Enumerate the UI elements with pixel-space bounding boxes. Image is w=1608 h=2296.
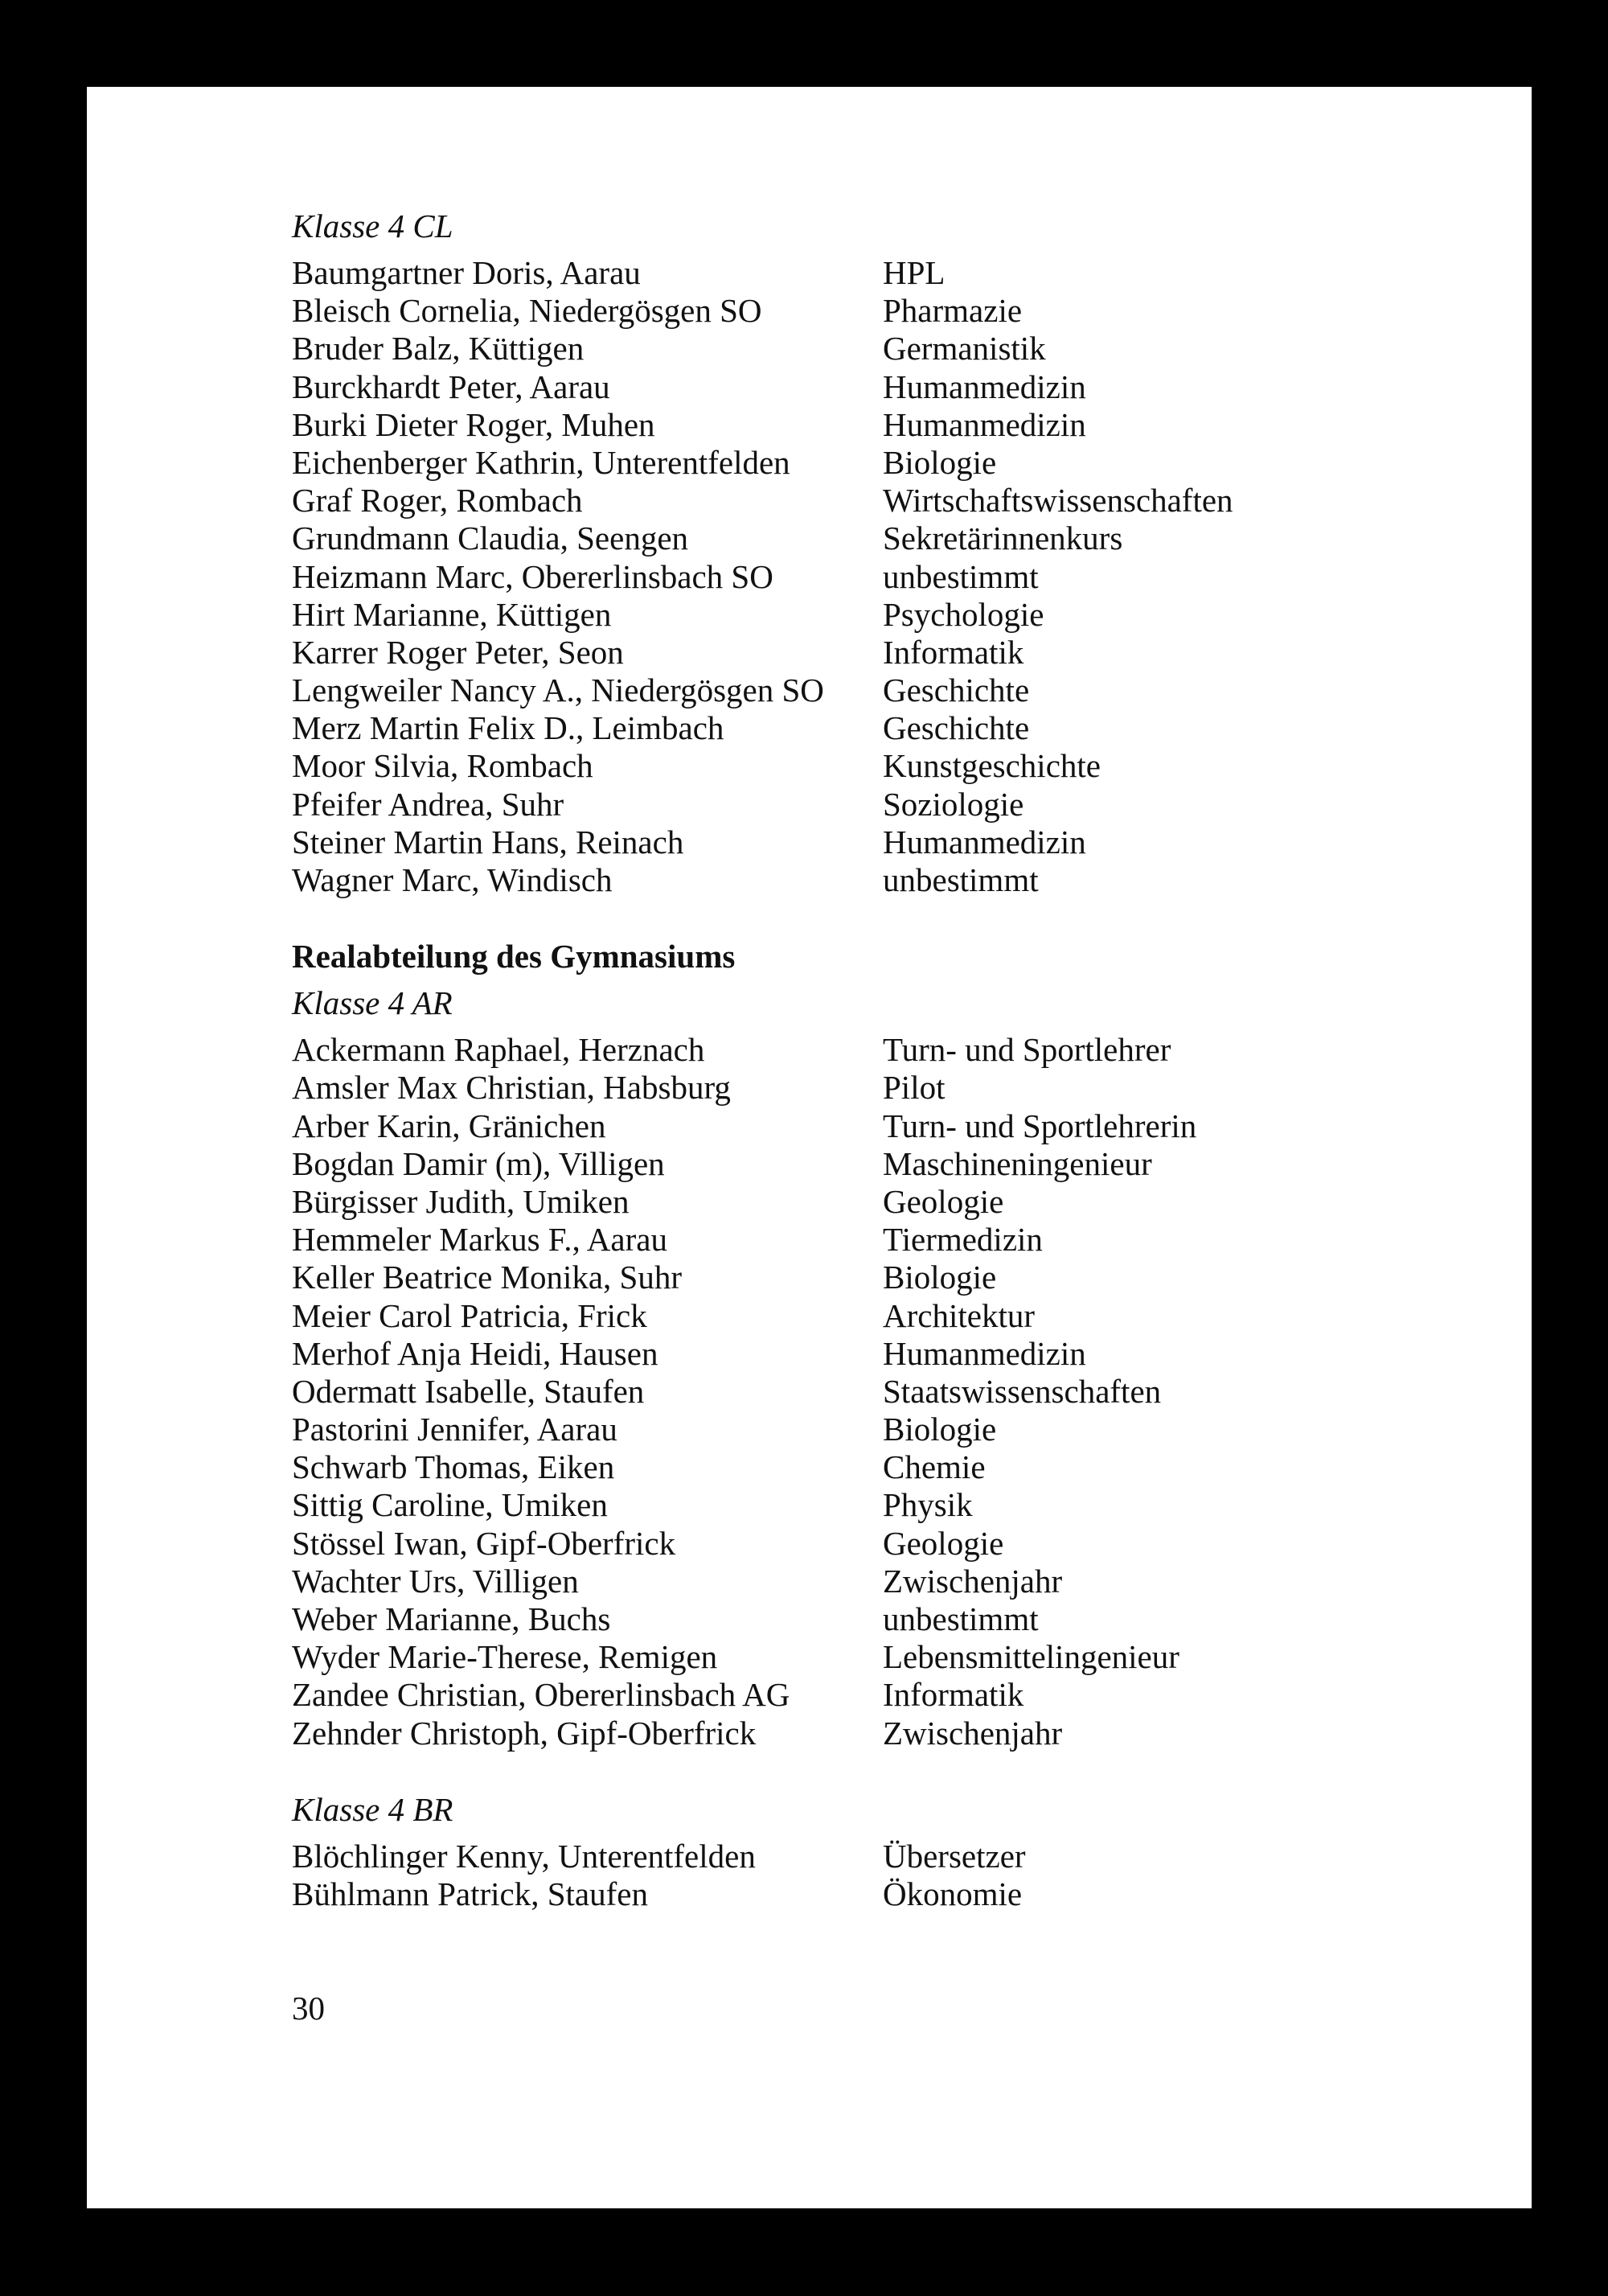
class-4br-heading: Klasse 4 BR	[292, 1790, 453, 1828]
student-subject: Pilot	[883, 1069, 946, 1107]
class-4br-list	[292, 1838, 1434, 1913]
list-item	[292, 861, 1434, 899]
student-name: Hirt Marianne, Küttigen	[292, 595, 612, 633]
list-item	[292, 444, 1434, 482]
student-name: Merz Martin Felix D., Leimbach	[292, 709, 724, 747]
student-subject: Wirtschaftswissenschaften	[883, 482, 1233, 520]
student-subject: Staatswissenschaften	[883, 1372, 1162, 1410]
list-item	[292, 1145, 1434, 1183]
student-name: Bühlmann Patrick, Staufen	[292, 1875, 648, 1912]
student-name: Moor Silvia, Rombach	[292, 747, 593, 785]
list-item	[292, 709, 1434, 747]
student-subject: Physik	[883, 1486, 973, 1524]
student-name: Stössel Iwan, Gipf-Oberfrick	[292, 1524, 676, 1562]
student-subject: Turn- und Sportlehrer	[883, 1031, 1171, 1069]
list-item	[292, 1183, 1434, 1221]
class-4cl-list	[292, 254, 1434, 899]
student-name: Meier Carol Patricia, Frick	[292, 1296, 647, 1334]
student-name: Eichenberger Kathrin, Unterentfelden	[292, 443, 790, 481]
student-name: Bürgisser Judith, Umiken	[292, 1182, 630, 1220]
student-subject: Übersetzer	[883, 1837, 1026, 1875]
student-name: Heizmann Marc, Obererlinsbach SO	[292, 557, 773, 595]
list-item	[292, 1638, 1434, 1676]
student-name: Zandee Christian, Obererlinsbach AG	[292, 1676, 790, 1714]
class-4ar-list	[292, 1031, 1434, 1752]
student-name: Keller Beatrice Monika, Suhr	[292, 1259, 683, 1296]
student-name: Pfeifer Andrea, Suhr	[292, 785, 564, 823]
list-item	[292, 1448, 1434, 1486]
list-item	[292, 368, 1434, 406]
student-subject: Psychologie	[883, 595, 1044, 633]
student-subject: Chemie	[883, 1448, 986, 1486]
student-subject: Humanmedizin	[883, 368, 1086, 405]
student-name: Bruder Balz, Küttigen	[292, 330, 585, 368]
list-item	[292, 786, 1434, 824]
list-item	[292, 1069, 1434, 1107]
list-item	[292, 254, 1434, 292]
student-name: Baumgartner Doris, Aarau	[292, 254, 641, 291]
student-subject: Pharmazie	[883, 292, 1023, 330]
list-item	[292, 1486, 1434, 1524]
student-name: Burckhardt Peter, Aarau	[292, 368, 610, 405]
student-name: Pastorini Jennifer, Aarau	[292, 1411, 617, 1448]
list-item	[292, 1259, 1434, 1296]
student-subject: Kunstgeschichte	[883, 747, 1101, 785]
list-item	[292, 1875, 1434, 1913]
student-subject: Germanistik	[883, 330, 1046, 368]
list-item	[292, 1600, 1434, 1638]
list-item	[292, 1525, 1434, 1563]
student-name: Merhof Anja Heidi, Hausen	[292, 1334, 658, 1372]
student-subject: Lebensmittelingenieur	[883, 1638, 1179, 1676]
student-subject: Geologie	[883, 1524, 1004, 1562]
student-subject: Tiermedizin	[883, 1221, 1043, 1259]
student-name: Schwarb Thomas, Eiken	[292, 1448, 615, 1486]
list-item	[292, 330, 1434, 368]
list-item	[292, 1107, 1434, 1145]
student-subject: Biologie	[883, 1411, 997, 1448]
student-subject: unbestimmt	[883, 861, 1039, 898]
student-subject: Biologie	[883, 443, 997, 481]
list-item	[292, 1221, 1434, 1259]
list-item	[292, 824, 1434, 861]
list-item	[292, 1335, 1434, 1373]
student-subject: unbestimmt	[883, 1600, 1039, 1637]
student-name: Grundmann Claudia, Seengen	[292, 520, 689, 557]
student-name: Blöchlinger Kenny, Unterentfelden	[292, 1837, 756, 1875]
student-name: Hemmeler Markus F., Aarau	[292, 1221, 667, 1259]
student-name: Odermatt Isabelle, Staufen	[292, 1372, 645, 1410]
class-4cl-heading: Klasse 4 CL	[292, 207, 453, 244]
student-subject: Geschichte	[883, 672, 1030, 709]
student-name: Weber Marianne, Buchs	[292, 1600, 611, 1637]
student-subject: Architektur	[883, 1296, 1035, 1334]
list-item	[292, 1411, 1434, 1448]
student-subject: Sekretärinnenkurs	[883, 520, 1123, 557]
student-name: Wachter Urs, Villigen	[292, 1562, 579, 1600]
student-name: Burki Dieter Roger, Muhen	[292, 405, 655, 443]
student-name: Lengweiler Nancy A., Niedergösgen SO	[292, 672, 824, 709]
list-item	[292, 520, 1434, 557]
section-heading: Realabteilung des Gymnasiums	[292, 938, 736, 975]
student-subject: Turn- und Sportlehrerin	[883, 1107, 1197, 1144]
student-subject: Zwischenjahr	[883, 1714, 1063, 1752]
student-subject: Informatik	[883, 1676, 1024, 1714]
student-subject: Ökonomie	[883, 1875, 1023, 1912]
student-subject: Geschichte	[883, 709, 1030, 747]
student-subject: Humanmedizin	[883, 1334, 1086, 1372]
list-item	[292, 1563, 1434, 1600]
student-name: Sittig Caroline, Umiken	[292, 1486, 608, 1524]
student-name: Graf Roger, Rombach	[292, 482, 583, 520]
student-name: Bleisch Cornelia, Niedergösgen SO	[292, 292, 762, 330]
page-number: 30	[292, 1990, 325, 2027]
student-name: Arber Karin, Gränichen	[292, 1107, 606, 1144]
student-subject: unbestimmt	[883, 557, 1039, 595]
list-item	[292, 1838, 1434, 1875]
student-name: Bogdan Damir (m), Villigen	[292, 1144, 665, 1182]
list-item	[292, 596, 1434, 634]
list-item	[292, 1715, 1434, 1752]
class-4ar-heading: Klasse 4 AR	[292, 984, 453, 1022]
student-subject: Zwischenjahr	[883, 1562, 1063, 1600]
list-item	[292, 1297, 1434, 1335]
student-name: Wyder Marie-Therese, Remigen	[292, 1638, 718, 1676]
list-item	[292, 1031, 1434, 1069]
student-subject: Soziologie	[883, 785, 1024, 823]
list-item	[292, 406, 1434, 444]
student-subject: Humanmedizin	[883, 405, 1086, 443]
scanned-page	[87, 87, 1532, 2208]
list-item	[292, 747, 1434, 785]
list-item	[292, 1676, 1434, 1714]
student-name: Wagner Marc, Windisch	[292, 861, 613, 898]
student-subject: Maschineningenieur	[883, 1144, 1152, 1182]
student-name: Ackermann Raphael, Herznach	[292, 1031, 705, 1069]
student-subject: Informatik	[883, 633, 1024, 671]
page-content	[292, 207, 1434, 1913]
student-name: Zehnder Christoph, Gipf-Oberfrick	[292, 1714, 757, 1752]
student-name: Amsler Max Christian, Habsburg	[292, 1069, 731, 1107]
student-subject: Geologie	[883, 1182, 1004, 1220]
student-subject: Humanmedizin	[883, 823, 1086, 860]
student-name: Karrer Roger Peter, Seon	[292, 633, 624, 671]
list-item	[292, 482, 1434, 520]
list-item	[292, 672, 1434, 709]
student-name: Steiner Martin Hans, Reinach	[292, 823, 684, 860]
list-item	[292, 558, 1434, 596]
student-subject: Biologie	[883, 1259, 997, 1296]
list-item	[292, 292, 1434, 330]
list-item	[292, 1373, 1434, 1411]
student-subject: HPL	[883, 254, 946, 291]
list-item	[292, 634, 1434, 672]
